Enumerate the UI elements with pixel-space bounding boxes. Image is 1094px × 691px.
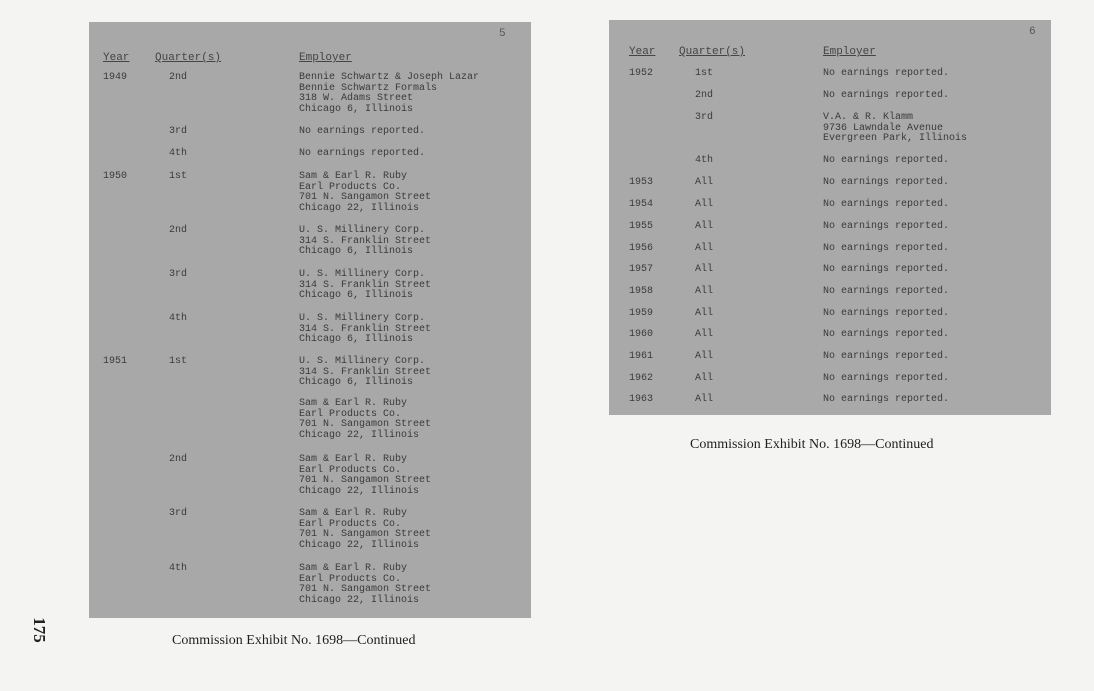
row-quarter: All	[695, 373, 714, 384]
row-employer: No earnings reported.	[823, 394, 950, 405]
row-employer: Bennie Schwartz & Joseph Lazar Bennie Schwartz Formals 318 W. Adams Street Chicago 6, Illinois	[299, 72, 480, 115]
row-employer: V.A. & R. Klamm 9736 Lawndale Avenue Evergreen Park, Illinois	[823, 112, 968, 144]
employer-column-header: Employer	[299, 52, 352, 64]
row-year: 1963	[629, 394, 654, 405]
row-quarter: 4th	[695, 155, 714, 166]
sheet-number: 5	[499, 28, 506, 40]
page-number: 175	[29, 617, 49, 643]
row-quarter: 3rd	[169, 508, 188, 519]
row-quarter: All	[695, 394, 714, 405]
employer-column-header: Employer	[823, 46, 876, 58]
row-employer: No earnings reported.	[823, 264, 950, 275]
row-employer: No earnings reported.	[823, 155, 950, 166]
row-employer: No earnings reported.	[823, 373, 950, 384]
row-employer: No earnings reported.	[823, 90, 950, 101]
row-year: 1958	[629, 286, 654, 297]
row-year: 1960	[629, 329, 654, 340]
row-year: 1955	[629, 221, 654, 232]
row-employer: No earnings reported.	[299, 148, 426, 159]
row-employer: No earnings reported.	[823, 329, 950, 340]
row-quarter: All	[695, 308, 714, 319]
row-quarter: All	[695, 199, 714, 210]
row-year: 1959	[629, 308, 654, 319]
row-year: 1954	[629, 199, 654, 210]
row-year: 1957	[629, 264, 654, 275]
year-column-header: Year	[629, 46, 656, 58]
row-employer: U. S. Millinery Corp. 314 S. Franklin Street Chicago 6, Illinois	[299, 269, 432, 301]
row-quarter: All	[695, 243, 714, 254]
row-employer: No earnings reported.	[823, 243, 950, 254]
row-quarter: 4th	[169, 148, 188, 159]
row-quarter: All	[695, 264, 714, 275]
row-quarter: 4th	[169, 563, 188, 574]
row-quarter: All	[695, 329, 714, 340]
row-employer: U. S. Millinery Corp. 314 S. Franklin Street Chicago 6, Illinois	[299, 313, 432, 345]
row-year: 1962	[629, 373, 654, 384]
row-quarter: 1st	[169, 171, 188, 182]
row-employer: Sam & Earl R. Ruby Earl Products Co. 701 N. Sangamon Street Chicago 22, Illinois	[299, 508, 432, 551]
row-quarter: All	[695, 351, 714, 362]
sheet-number: 6	[1029, 26, 1036, 38]
row-year: 1953	[629, 177, 654, 188]
row-quarter: 4th	[169, 313, 188, 324]
left-exhibit-caption: Commission Exhibit No. 1698—Continued	[172, 633, 416, 648]
row-year: 1952	[629, 68, 654, 79]
row-quarter: All	[695, 221, 714, 232]
year-column-header: Year	[103, 52, 130, 64]
row-year: 1950	[103, 171, 128, 182]
row-employer: No earnings reported.	[823, 351, 950, 362]
row-employer: Sam & Earl R. Ruby Earl Products Co. 701 N. Sangamon Street Chicago 22, Illinois	[299, 454, 432, 497]
row-year: 1949	[103, 72, 128, 83]
row-quarter: 3rd	[695, 112, 714, 123]
row-employer: No earnings reported.	[823, 221, 950, 232]
row-employer: U. S. Millinery Corp. 314 S. Franklin Street Chicago 6, Illinois	[299, 225, 432, 257]
row-quarter: All	[695, 286, 714, 297]
row-quarter: 3rd	[169, 269, 188, 280]
row-quarter: 2nd	[695, 90, 714, 101]
left-document-sheet	[89, 22, 531, 618]
row-quarter: 1st	[169, 356, 188, 367]
row-quarter: All	[695, 177, 714, 188]
right-exhibit-caption: Commission Exhibit No. 1698—Continued	[690, 437, 934, 452]
row-employer: Sam & Earl R. Ruby Earl Products Co. 701 N. Sangamon Street Chicago 22, Illinois	[299, 171, 432, 214]
row-employer: No earnings reported.	[299, 126, 426, 137]
row-quarter: 2nd	[169, 225, 188, 236]
quarter-column-header: Quarter(s)	[155, 52, 222, 64]
row-employer: No earnings reported.	[823, 308, 950, 319]
row-quarter: 3rd	[169, 126, 188, 137]
row-employer: No earnings reported.	[823, 177, 950, 188]
row-year: 1961	[629, 351, 654, 362]
row-quarter: 2nd	[169, 72, 188, 83]
row-employer: U. S. Millinery Corp. 314 S. Franklin Street Chicago 6, Illinois	[299, 356, 432, 388]
row-employer: No earnings reported.	[823, 68, 950, 79]
row-quarter: 1st	[695, 68, 714, 79]
quarter-column-header: Quarter(s)	[679, 46, 746, 58]
row-employer: Sam & Earl R. Ruby Earl Products Co. 701 N. Sangamon Street Chicago 22, Illinois	[299, 398, 432, 441]
right-document-sheet	[609, 20, 1051, 415]
row-year: 1956	[629, 243, 654, 254]
row-employer: No earnings reported.	[823, 286, 950, 297]
row-year: 1951	[103, 356, 128, 367]
row-employer: No earnings reported.	[823, 199, 950, 210]
row-quarter: 2nd	[169, 454, 188, 465]
row-employer: Sam & Earl R. Ruby Earl Products Co. 701 N. Sangamon Street Chicago 22, Illinois	[299, 563, 432, 606]
